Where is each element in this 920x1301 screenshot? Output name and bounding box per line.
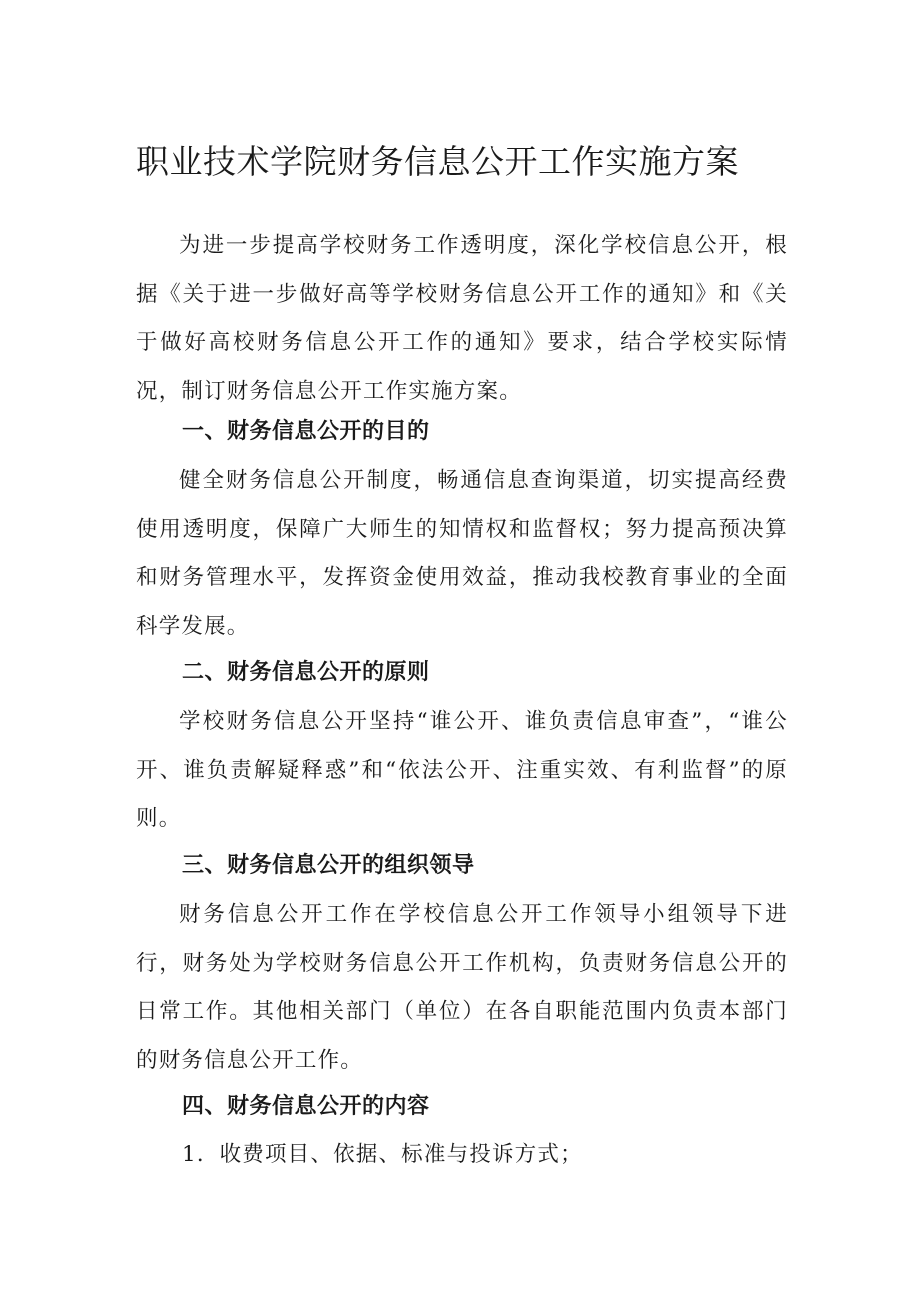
section-heading-content: 四、财务信息公开的内容 <box>182 1094 430 1119</box>
section-body-principles: 学校财务信息公开坚持“谁公开、谁负责信息审查”，“谁公开、谁负责解疑释惑”和“依法公开、注重实效、有利监督”的原则。 <box>136 709 788 831</box>
section-heading-purpose: 一、财务信息公开的目的 <box>182 419 430 444</box>
intro-paragraph: 为进一步提高学校财务工作透明度，深化学校信息公开，根据《关于进一步做好高等学校财务信息公开工作的通知》和《关于做好高校财务信息公开工作的通知》要求，结合学校实际情况，制订财务信息公开工作实施方案。 <box>136 233 788 404</box>
section-body-purpose: 健全财务信息公开制度，畅通信息查询渠道，切实提高经费使用透明度，保障广大师生的知情权和监督权；努力提高预决算和财务管理水平，发挥资金使用效益，推动我校教育事业的全面科学发展。 <box>136 468 788 639</box>
section-body-organization: 财务信息公开工作在学校信息公开工作领导小组领导下进行，财务处为学校财务信息公开工作机构，负责财务信息公开的日常工作。其他相关部门（单位）在各自职能范围内负责本部门的财务信息公开工作。 <box>136 902 788 1073</box>
section-heading-organization: 三、财务信息公开的组织领导 <box>182 853 475 878</box>
section-heading-principles: 二、财务信息公开的原则 <box>182 660 430 685</box>
content-list-item: 1．收费项目、依据、标准与投诉方式； <box>182 1142 583 1167</box>
document-title: 职业技术学院财务信息公开工作实施方案 <box>136 142 739 181</box>
